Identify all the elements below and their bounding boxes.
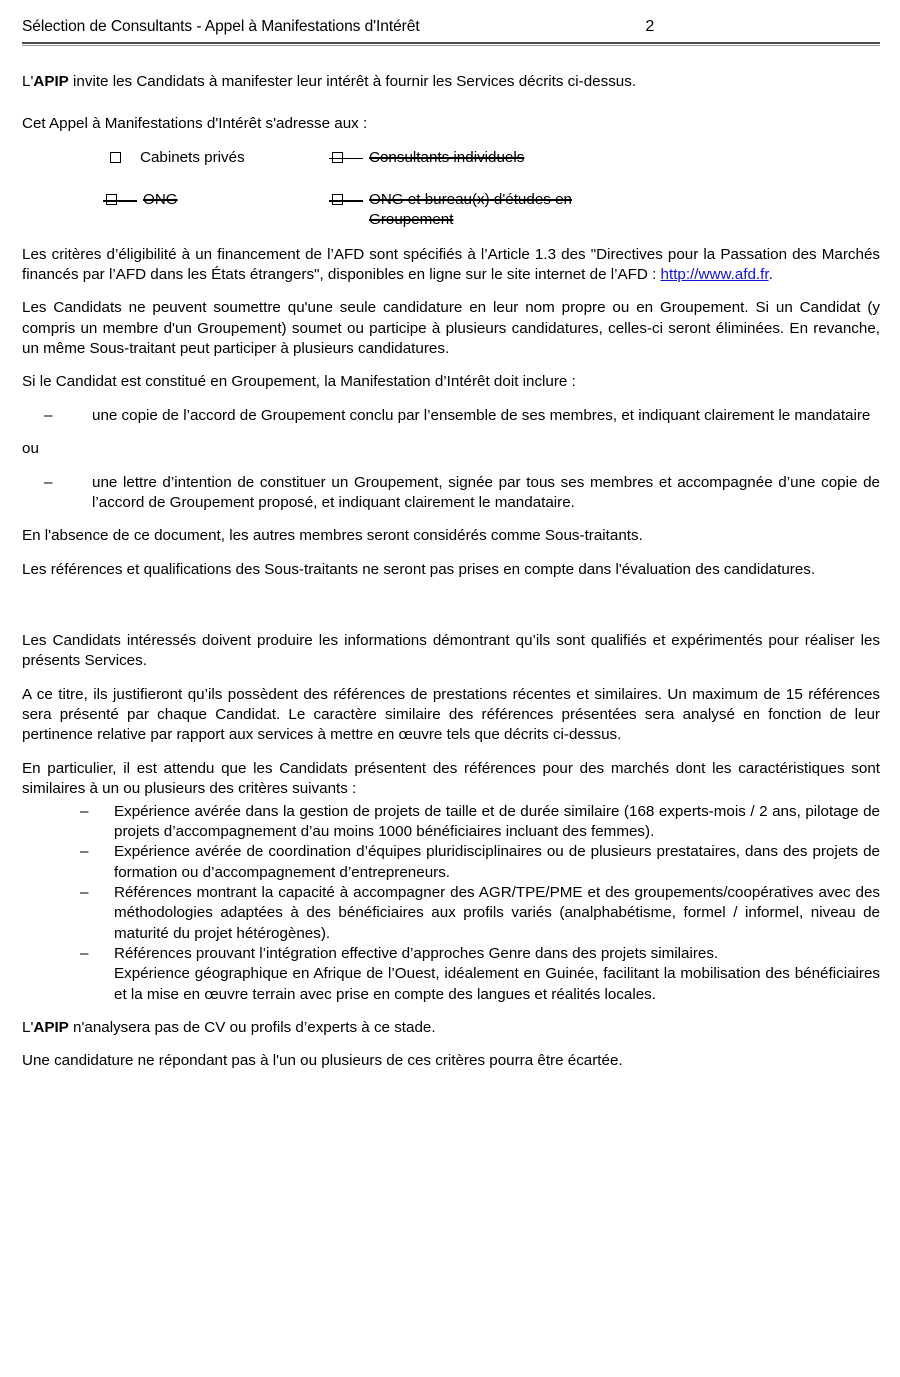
list-item: – une lettre d’intention de constituer un Groupement, signée par tous ses membres et accompagnée d’une copie de l’accord de Groupement proposé, et indiquant clairement le mandataire. [22,473,880,514]
checkbox-item-cabinets-prives[interactable] [22,148,332,168]
document-body [22,46,880,1072]
list-item [22,802,880,843]
checkbox-label: Consultants individuels [369,148,525,166]
groupement-option-b-list [22,473,880,514]
rejection-paragraph: Une candidature ne répondant pas à l'un ou plusieurs de ces critères pourra être écartée. [22,1052,623,1070]
checkbox-item-ong[interactable] [22,190,332,210]
criterion-continuation: Expérience géographique en Afrique de l’Ouest, idéalement en Guinée, facilitant la mobilisation des bénéficiaires et la mise en œuvre terrain avec prise en compte des langues et réalités locales. [114,965,880,1003]
checkbox-row [22,148,880,168]
eligibility-text-1: Les critères d’éligibilité à un financement de l’AFD sont spécifiés à l’Article 1.3 des "Directives pour la Passation des Marchés financés par l’AFD dans les États étrangers", disponibles en ligne sur le site internet de l’AFD : [22,245,880,284]
checkbox-struck-icon[interactable] [332,152,347,167]
criteria-list [22,802,880,1006]
list-item [22,842,880,883]
qualified-paragraph: Les Candidats intéressés doivent produire les informations démontrant qu’ils sont qualifiés et expérimentés pour réaliser les présents Services. [22,632,880,670]
subcontractor-references-paragraph: Les références et qualifications des Sous-traitants ne seront pas prises en compte dans l'évaluation des candidatures. [22,560,816,578]
checkbox-item-ong-bureaux-groupement[interactable] [332,190,880,231]
references-paragraph: A ce titre, ils justifieront qu’ils possèdent des références de prestations récentes et similaires. Un maximum de 15 références sera présenté par chaque Candidat. Le caractère similaire des références présentées sera analysé en fonction de leur pertinence relative par rapport aux services à mettre en œuvre tels que décrits ci-dessus. [22,685,880,744]
checkbox-row [22,190,880,231]
page-header [22,16,880,44]
criteria-intro-paragraph: En particulier, il est attendu que les Candidats présentent des références pour des marchés dont les caractéristiques sont similaires à un ou plusieurs des critères suivants : [22,759,880,798]
eligibility-paragraph [22,245,880,286]
intro-paragraph [22,72,880,92]
ou-connector: ou [22,440,39,458]
intro-prefix: L' [22,72,34,90]
checkbox-struck-icon[interactable] [106,194,121,209]
no-cv-prefix: L' [22,1019,34,1037]
header-title: Sélection de Consultants - Appel à Manifestations d'Intérêt [22,18,420,35]
eligibility-text-2: . [768,266,773,284]
checkbox-struck-icon[interactable] [332,194,347,209]
absence-document-paragraph: En l'absence de ce document, les autres membres seront considérés comme Sous-traitants. [22,527,643,545]
checkbox-empty-icon[interactable] [110,152,125,167]
checkbox-item-consultants-individuels[interactable] [332,148,880,168]
no-cv-rest: n'analysera pas de CV ou profils d’experts à ce stade. [68,1019,436,1037]
document-page [0,16,900,1377]
single-application-paragraph: Les Candidats ne peuvent soumettre qu'une seule candidature en leur nom propre ou en Groupement. Si un Candidat (y compris un membre d'un Groupement) soumet ou participe à plusieurs candidatures, celles-ci seront éliminées. En revanche, un même Sous-traitant peut participer à plusieurs candidatures. [22,299,880,358]
no-cv-paragraph [22,1018,880,1038]
afd-website-link[interactable]: http://www.afd.fr [660,266,769,284]
addressed-to-paragraph: Cet Appel à Manifestations d'Intérêt s'adresse aux : [22,115,368,133]
list-item: – une copie de l’accord de Groupement conclu par l’ensemble de ses membres, et indiquant clairement le mandataire [22,406,880,426]
list-item [22,944,880,1005]
criterion-text: Expérience avérée de coordination d’équipes pluridisciplinaires ou de plusieurs prestataires, dans des projets de formation ou d’accompagnement d’entrepreneurs. [114,843,880,881]
candidate-type-checkbox-group [22,148,880,231]
checkbox-label: ONG et bureau(x) d'études en Groupement [369,190,572,229]
criterion-text: Références prouvant l’intégration effective d’approches Genre dans des projets similaires. [114,945,719,963]
groupement-option-a-list [22,406,880,426]
criterion-text: Références montrant la capacité à accompagner des AGR/TPE/PME et des groupements/coopératives avec des méthodologies adaptées à des bénéficiaires aux profils variés (analphabétisme, formel / informel, niveau de maturité du projet hétérogènes). [114,883,880,942]
page-number: 2 [645,18,655,35]
checkbox-label: ONG [143,190,178,208]
no-cv-bold-apip: APIP [33,1019,69,1037]
intro-rest: invite les Candidats à manifester leur intérêt à fournir les Services décrits ci-dessus. [68,72,637,90]
checkbox-label: Cabinets privés [140,148,245,166]
list-item [22,883,880,944]
intro-bold-apip: APIP [33,72,69,90]
groupement-intro-paragraph: Si le Candidat est constitué en Groupement, la Manifestation d’Intérêt doit inclure : [22,373,576,391]
criterion-text: Expérience avérée dans la gestion de projets de taille et de durée similaire (168 experts-mois / 2 ans, pilotage de projets d’accompagnement d’au moins 1000 bénéficiaires incluant des femmes). [114,802,880,840]
